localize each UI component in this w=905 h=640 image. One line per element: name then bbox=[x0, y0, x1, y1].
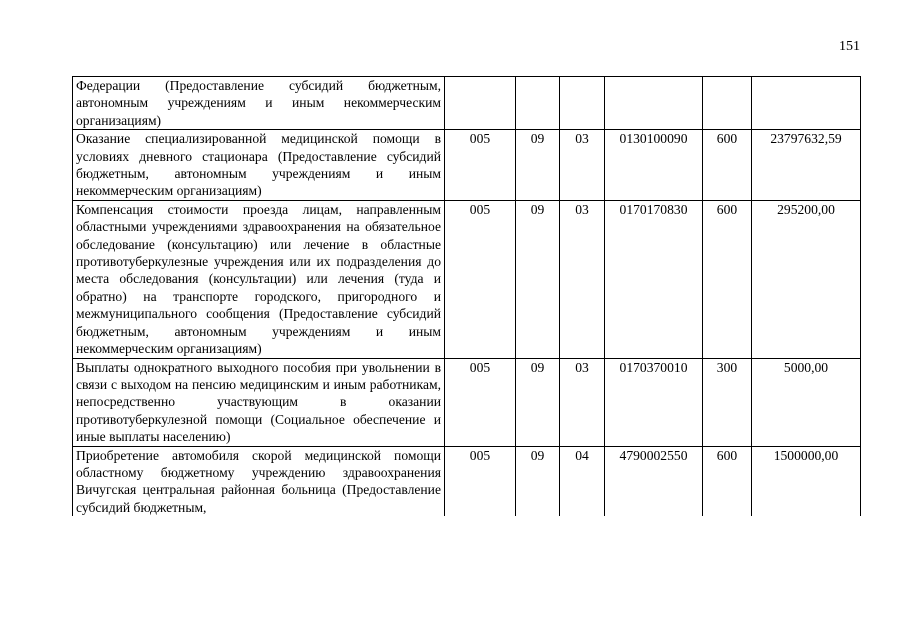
section-code: 09 bbox=[516, 358, 560, 446]
section-code: 09 bbox=[516, 130, 560, 201]
target-article-code bbox=[605, 77, 703, 130]
subsection-code bbox=[560, 77, 605, 130]
target-article-code: 0130100090 bbox=[605, 130, 703, 201]
table-row bbox=[73, 358, 861, 446]
expense-type-code: 600 bbox=[703, 446, 752, 516]
ministry-code: 005 bbox=[445, 200, 516, 358]
amount: 1500000,00 bbox=[752, 446, 861, 516]
ministry-code: 005 bbox=[445, 446, 516, 516]
amount: 295200,00 bbox=[752, 200, 861, 358]
ministry-code bbox=[445, 77, 516, 130]
amount: 23797632,59 bbox=[752, 130, 861, 201]
table-row bbox=[73, 77, 861, 130]
ministry-code: 005 bbox=[445, 358, 516, 446]
expense-type-code: 600 bbox=[703, 130, 752, 201]
target-article-code: 4790002550 bbox=[605, 446, 703, 516]
amount: 5000,00 bbox=[752, 358, 861, 446]
table-row bbox=[73, 446, 861, 516]
section-code: 09 bbox=[516, 200, 560, 358]
subsection-code: 04 bbox=[560, 446, 605, 516]
table-row bbox=[73, 200, 861, 358]
expense-type-code: 300 bbox=[703, 358, 752, 446]
subsection-code: 03 bbox=[560, 358, 605, 446]
target-article-code: 0170170830 bbox=[605, 200, 703, 358]
amount bbox=[752, 77, 861, 130]
budget-table bbox=[72, 76, 861, 516]
row-description: Оказание специализированной медицинской помощи в условиях дневного стационара (Предоставление субсидий бюджетным, автономным учреждениям и иным некоммерческим организациям) bbox=[73, 130, 445, 201]
expense-type-code bbox=[703, 77, 752, 130]
table-row bbox=[73, 130, 861, 201]
ministry-code: 005 bbox=[445, 130, 516, 201]
expense-type-code: 600 bbox=[703, 200, 752, 358]
page-number: 151 bbox=[839, 39, 860, 54]
subsection-code: 03 bbox=[560, 200, 605, 358]
row-description: Приобретение автомобиля скорой медицинской помощи областному бюджетному учреждению здравоохранения Вичугская центральная районная больница (Предоставление субсидий бюджетным, bbox=[73, 446, 445, 516]
row-description: Выплаты однократного выходного пособия при увольнении в связи с выходом на пенсию медицинским и иным работникам, непосредственно участвующим в оказании противотуберкулезной помощи (Социальное обеспечение и иные выплаты населению) bbox=[73, 358, 445, 446]
section-code bbox=[516, 77, 560, 130]
section-code: 09 bbox=[516, 446, 560, 516]
subsection-code: 03 bbox=[560, 130, 605, 201]
row-description: Компенсация стоимости проезда лицам, направленным областными учреждениями здравоохранения на обязательное обследование (консультацию) или лечение в областные противотуберкулезные учреждения или их подразделения до места обследования (консультации) или лечения (туда и обратно) на транспорте городского, пригородного и межмуниципального сообщения (Предоставление субсидий бюджетным, автономным учреждениям и иным некоммерческим организациям) bbox=[73, 200, 445, 358]
target-article-code: 0170370010 bbox=[605, 358, 703, 446]
row-description: Федерации (Предоставление субсидий бюджетным, автономным учреждениям и иным некоммерческим организациям) bbox=[73, 77, 445, 130]
